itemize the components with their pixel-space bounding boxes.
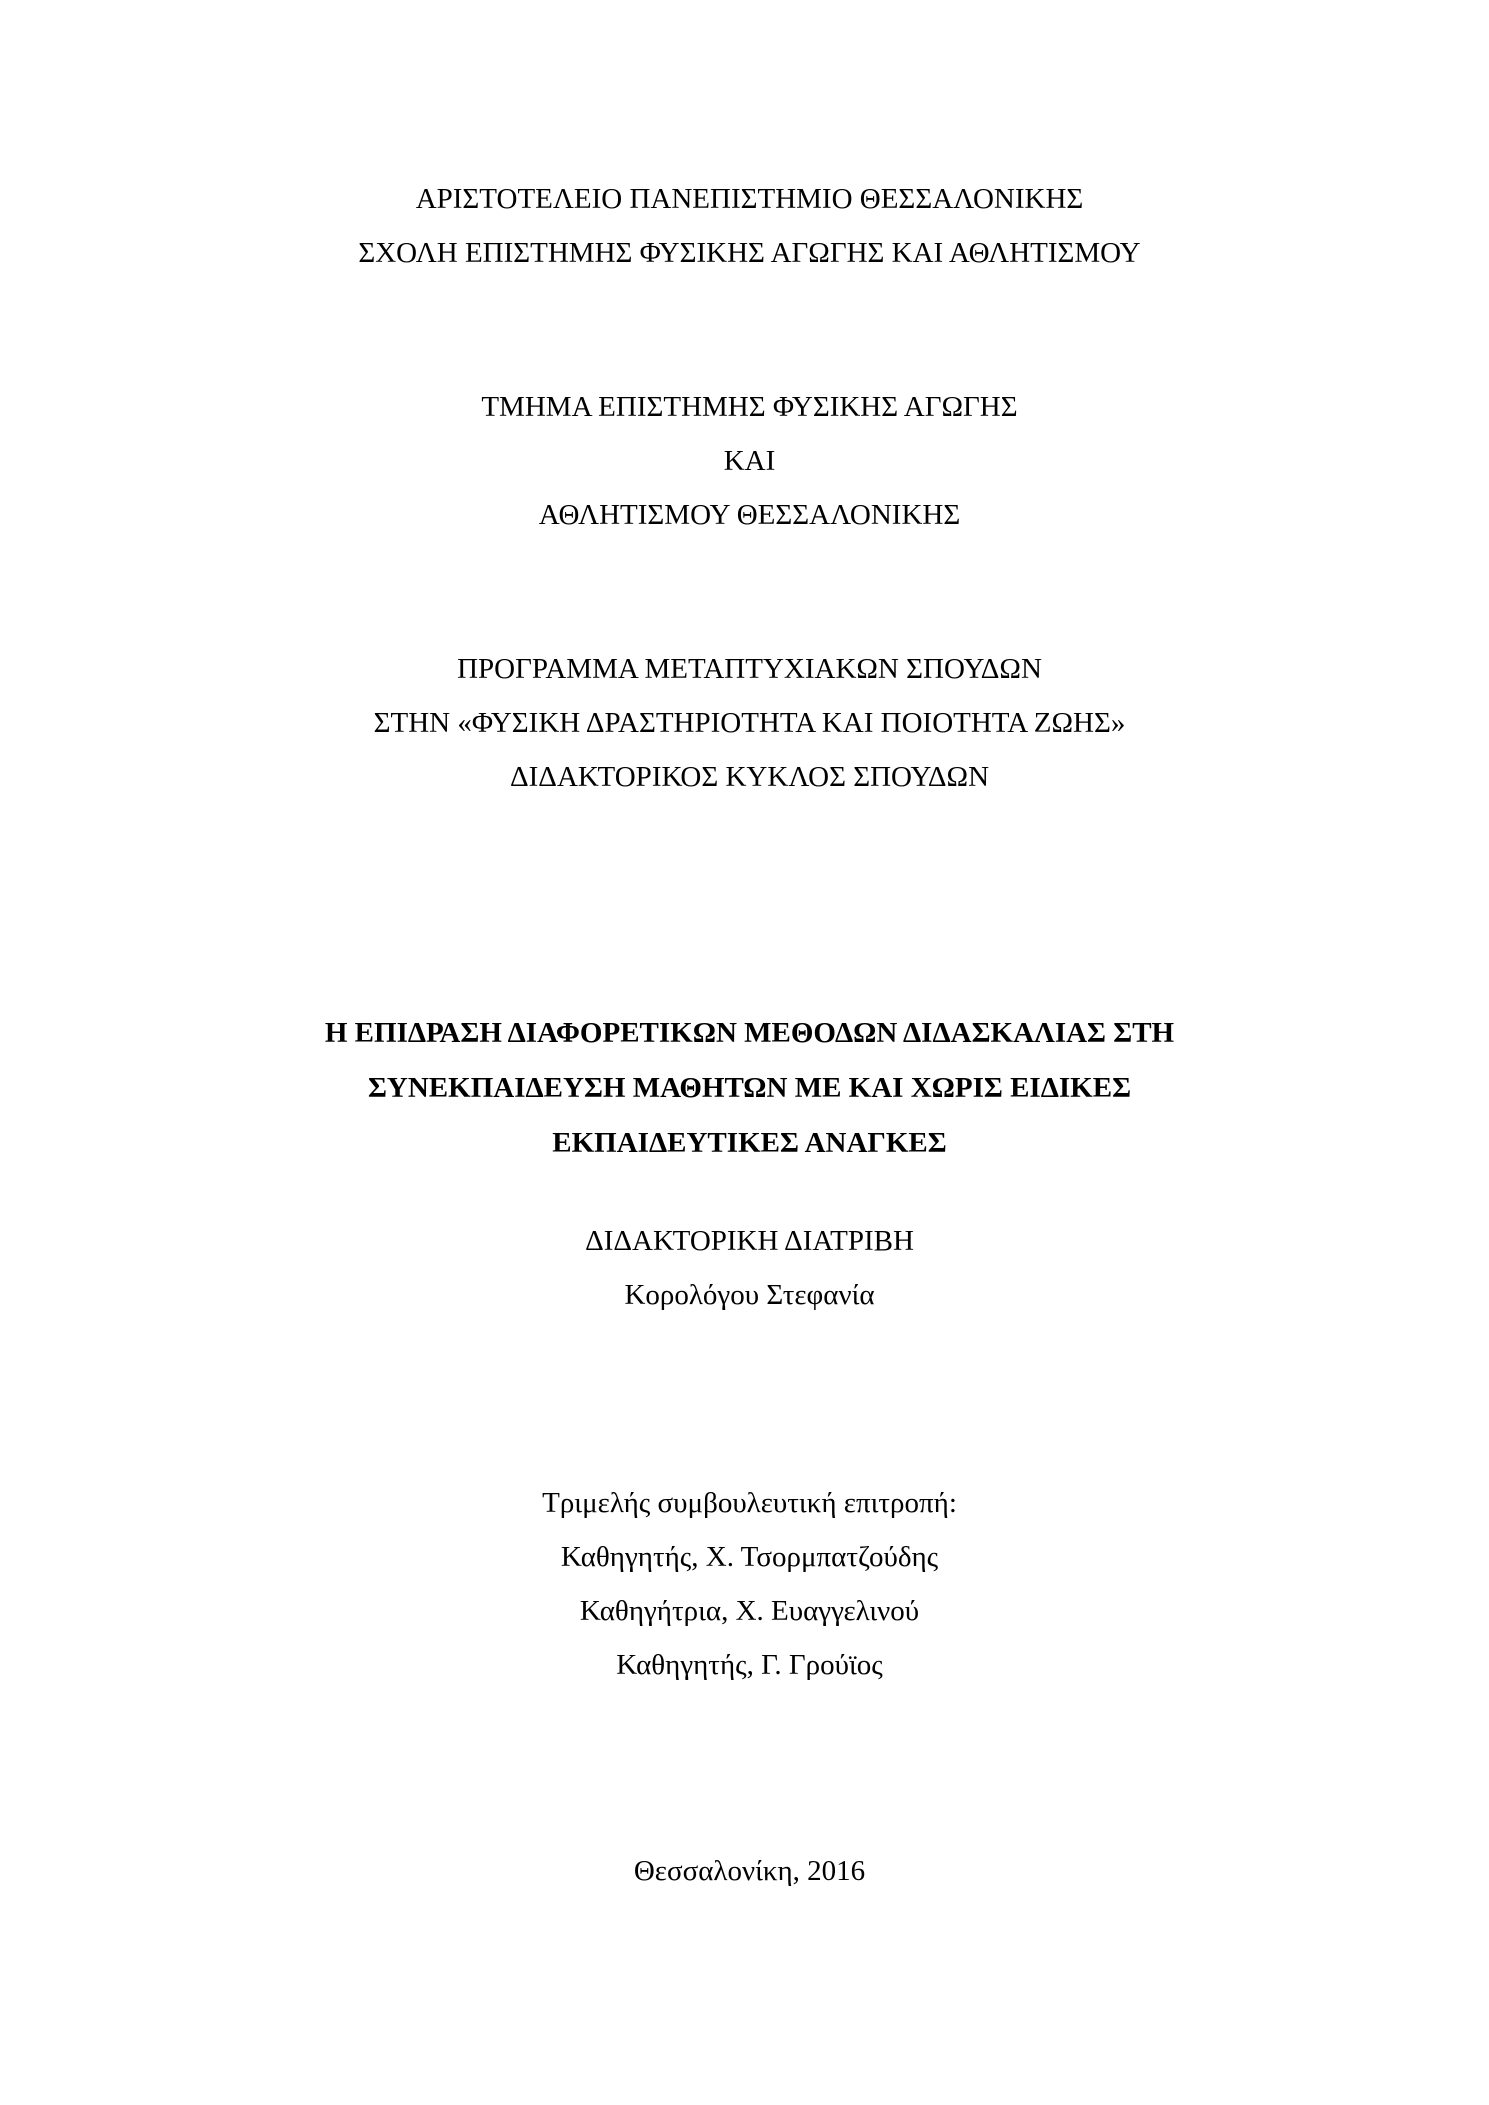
- thesis-title-line-2: ΣΥΝΕΚΠΑΙΔΕΥΣΗ ΜΑΘΗΤΩΝ ΜΕ ΚΑΙ ΧΩΡΙΣ ΕΙΔΙΚΕΣ: [367, 1072, 1132, 1104]
- department-line-2: ΚΑΙ: [723, 445, 776, 477]
- school-name: ΣΧΟΛΗ ΕΠΙΣΤΗΜΗΣ ΦΥΣΙΚΗΣ ΑΓΩΓΗΣ ΚΑΙ ΑΘΛΗΤΙΣΜΟΥ: [358, 237, 1141, 269]
- committee-member-2: Καθηγήτρια, Χ. Ευαγγελινού: [579, 1595, 920, 1627]
- program-line-2: ΣΤΗΝ «ΦΥΣΙΚΗ ΔΡΑΣΤΗΡΙΟΤΗΤΑ ΚΑΙ ΠΟΙΟΤΗΤΑ ΖΩΗΣ»: [373, 707, 1126, 739]
- department-line-1: ΤΜΗΜΑ ΕΠΙΣΤΗΜΗΣ ΦΥΣΙΚΗΣ ΑΓΩΓΗΣ: [481, 391, 1018, 423]
- thesis-title-line-1: Η ΕΠΙΔΡΑΣΗ ΔΙΑΦΟΡΕΤΙΚΩΝ ΜΕΘΟΔΩΝ ΔΙΔΑΣΚΑΛΙΑΣ ΣΤΗ: [324, 1017, 1175, 1049]
- committee-member-3: Καθηγητής, Γ. Γρούϊος: [616, 1649, 883, 1681]
- university-name: ΑΡΙΣΤΟΤΕΛΕΙΟ ΠΑΝΕΠΙΣΤΗΜΙΟ ΘΕΣΣΑΛΟΝΙΚΗΣ: [415, 183, 1084, 215]
- author-name: Κορολόγου Στεφανία: [624, 1279, 875, 1311]
- thesis-type: ΔΙΔΑΚΤΟΡΙΚΗ ΔΙΑΤΡΙΒΗ: [585, 1225, 914, 1257]
- program-line-3: ΔΙΔΑΚΤΟΡΙΚΟΣ ΚΥΚΛΟΣ ΣΠΟΥΔΩΝ: [509, 761, 990, 793]
- committee-member-1: Καθηγητής, Χ. Τσορμπατζούδης: [560, 1541, 939, 1573]
- committee-heading: Τριμελής συμβουλευτική επιτροπή:: [542, 1487, 957, 1519]
- thesis-title-line-3: ΕΚΠΑΙΔΕΥΤΙΚΕΣ ΑΝΑΓΚΕΣ: [552, 1127, 947, 1159]
- department-line-3: ΑΘΛΗΤΙΣΜΟΥ ΘΕΣΣΑΛΟΝΙΚΗΣ: [538, 499, 961, 531]
- program-line-1: ΠΡΟΓΡΑΜΜΑ ΜΕΤΑΠΤΥΧΙΑΚΩΝ ΣΠΟΥΔΩΝ: [457, 653, 1042, 685]
- place-date: Θεσσαλονίκη, 2016: [633, 1855, 866, 1887]
